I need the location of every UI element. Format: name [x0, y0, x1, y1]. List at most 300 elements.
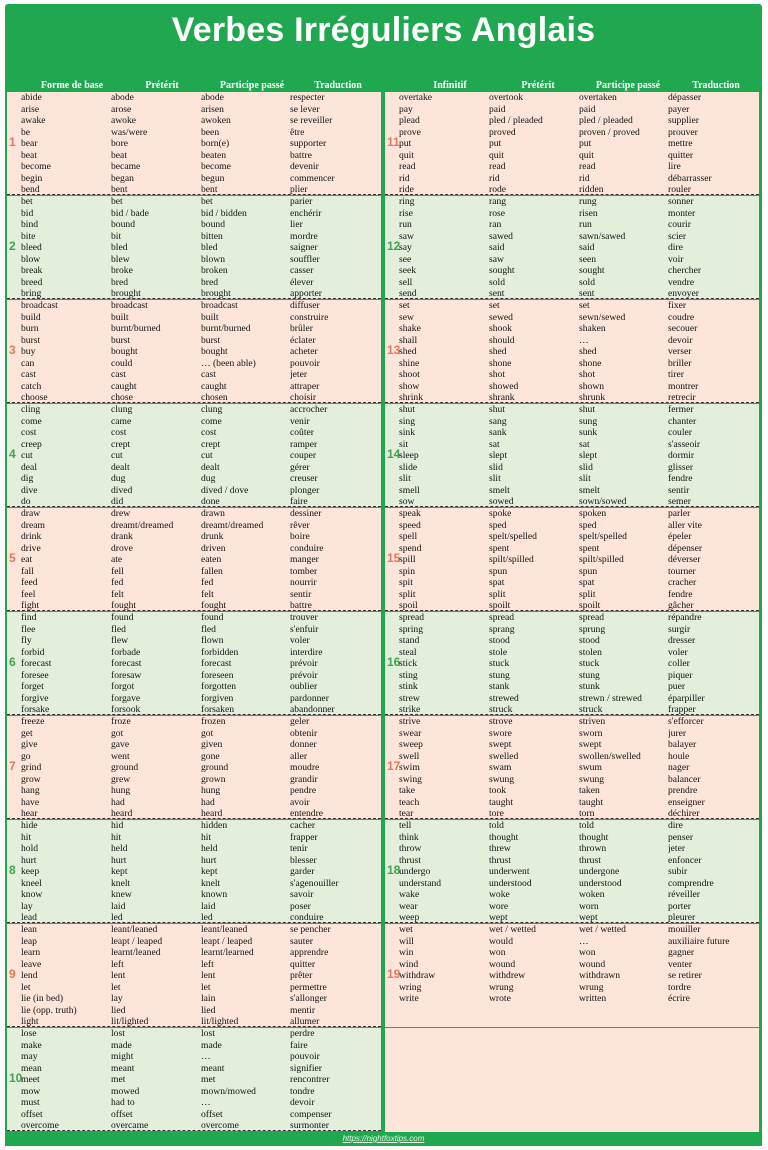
verb-row [385, 92, 759, 104]
verb-translation: pendre [290, 785, 317, 797]
group-number: 7 [9, 759, 16, 773]
verb-past-participle: offset [201, 1108, 223, 1120]
verb-row [7, 161, 381, 173]
verb-translation: coûter [290, 427, 314, 439]
verb-translation: entendre [290, 808, 324, 819]
verb-preterit: went [111, 750, 130, 762]
verb-past-participle: dreamt/dreamed [201, 519, 264, 531]
verb-translation: souffler [290, 253, 320, 265]
verb-preterit: put [489, 138, 502, 150]
verb-row [7, 1016, 381, 1027]
verb-preterit: slept [489, 450, 508, 462]
verb-past-participle: hit [201, 831, 212, 843]
verb-base-form: can [21, 357, 35, 369]
verb-base-form: know [21, 889, 43, 901]
verb-row [385, 277, 759, 289]
verb-preterit: rode [489, 184, 507, 195]
verb-row [7, 624, 381, 636]
verb-translation: balancer [668, 773, 701, 785]
verb-past-participle: brought [201, 288, 231, 299]
verb-past-participle: … [201, 1051, 211, 1063]
verb-translation: tenir [290, 843, 308, 855]
verb-past-participle: woken [579, 889, 605, 901]
verb-base-form: creep [21, 438, 42, 450]
verb-row [7, 1086, 381, 1098]
verb-base-form: wet [399, 924, 413, 935]
group-number: 16 [387, 655, 401, 669]
verb-row [7, 566, 381, 578]
verb-preterit: should [489, 334, 515, 346]
group-number: 11 [387, 135, 400, 149]
verb-translation: devoir [290, 1097, 315, 1109]
verb-row [385, 520, 759, 532]
verb-base-form: sow [399, 496, 415, 507]
verb-base-form: burn [21, 323, 39, 335]
verb-base-form: forecast [21, 658, 52, 670]
verb-preterit: mowed [111, 1085, 140, 1097]
verb-past-participle: sung [579, 415, 598, 427]
verb-translation: scier [668, 230, 687, 242]
verb-translation: auxiliaire future [668, 935, 730, 947]
verb-row [385, 427, 759, 439]
verb-base-form: hit [21, 831, 32, 843]
verb-preterit: bred [111, 276, 129, 288]
verb-translation: se retirer [668, 970, 702, 982]
group-number: 8 [9, 863, 16, 877]
verb-preterit: sprang [489, 623, 515, 635]
verb-preterit: did [111, 496, 124, 507]
verb-base-form: steal [399, 646, 417, 658]
verb-base-form: awake [21, 115, 46, 127]
verb-translation: construire [290, 311, 329, 323]
verb-base-form: sting [399, 669, 418, 681]
verb-group [7, 404, 381, 507]
verb-translation: commencer [290, 172, 335, 184]
verb-base-form: seek [399, 265, 417, 277]
verb-base-form: weep [399, 912, 420, 923]
verb-row [385, 554, 759, 566]
verb-row [7, 612, 381, 624]
verb-past-participle: chosen [201, 392, 228, 403]
verb-preterit: threw [489, 843, 511, 855]
verb-group [7, 820, 381, 923]
verb-preterit: sang [489, 415, 507, 427]
verb-translation: saigner [290, 242, 318, 254]
verb-preterit: swam [489, 762, 512, 774]
verb-past-participle: sent [579, 288, 595, 299]
verb-base-form: hold [21, 843, 39, 855]
verb-past-participle: rid [579, 172, 590, 184]
verb-preterit: wrote [489, 993, 511, 1005]
verb-past-participle: hung [201, 785, 221, 797]
verb-translation: quitter [668, 149, 694, 161]
verb-row [7, 208, 381, 220]
verb-row [7, 924, 381, 936]
verb-past-participle: spent [579, 542, 600, 554]
verb-preterit: strove [489, 716, 513, 727]
verb-row [385, 936, 759, 948]
verb-row [7, 635, 381, 647]
verb-row [385, 600, 759, 611]
verb-base-form: cost [21, 427, 37, 439]
verb-row [7, 369, 381, 381]
verb-base-form: let [21, 981, 31, 993]
verb-base-form: overcome [21, 1120, 59, 1131]
verb-base-form: speak [399, 508, 421, 519]
verb-past-participle: forecast [201, 658, 232, 670]
verb-row [385, 889, 759, 901]
verb-translation: pleurer [668, 912, 696, 923]
verb-translation: voler [668, 646, 688, 658]
verb-base-form: overtake [399, 92, 433, 103]
verb-translation: dire [668, 820, 683, 831]
verb-preterit: sold [489, 276, 505, 288]
verb-row [7, 496, 381, 507]
verb-row [385, 381, 759, 393]
verb-past-participle: undergone [579, 866, 620, 878]
verb-past-participle: broken [201, 265, 228, 277]
verb-base-form: leave [21, 958, 42, 970]
verb-base-form: spin [399, 565, 415, 577]
verb-row [7, 970, 381, 982]
verb-past-participle: sprung [579, 623, 606, 635]
verb-row [7, 242, 381, 254]
verb-preterit: sank [489, 427, 507, 439]
verb-preterit: sowed [489, 496, 514, 507]
verb-row [7, 508, 381, 520]
verb-row [7, 670, 381, 682]
verb-past-participle: lit/lighted [201, 1016, 239, 1027]
verb-translation: apprendre [290, 947, 329, 959]
verb-past-participle: made [201, 1039, 222, 1051]
group-number: 4 [9, 447, 16, 461]
verb-preterit: paid [489, 103, 506, 115]
verb-row [7, 947, 381, 959]
verb-base-form: shrink [399, 392, 423, 403]
verb-row [7, 901, 381, 913]
verb-preterit: withdrew [489, 970, 526, 982]
verb-row [385, 901, 759, 913]
verb-past-participle: withdrawn [579, 970, 621, 982]
verb-translation: apporter [290, 288, 322, 299]
verb-base-form: pay [399, 103, 413, 115]
verb-translation: battre [290, 149, 312, 161]
verb-past-participle: laid [201, 900, 216, 912]
verb-base-form: freeze [21, 716, 45, 727]
verb-preterit: saw [489, 253, 504, 265]
verb-preterit: stuck [489, 658, 510, 670]
verb-row [7, 104, 381, 116]
verb-base-form: wring [399, 981, 422, 993]
verb-past-participle: spun [579, 565, 598, 577]
verb-past-participle: forsaken [201, 704, 235, 715]
verb-translation: répandre [668, 612, 702, 623]
verb-preterit: shot [489, 369, 505, 381]
verb-past-participle: … (been able) [201, 357, 256, 369]
verb-past-participle: striven [579, 716, 606, 727]
verb-row [7, 716, 381, 728]
verb-row [385, 161, 759, 173]
verb-past-participle: spread [579, 612, 605, 623]
verb-past-participle: quit [579, 149, 594, 161]
footer-link[interactable]: https://nightfoxtips.com [5, 1132, 762, 1146]
verb-preterit: shrank [489, 392, 515, 403]
verb-translation: choisir [290, 392, 317, 403]
verb-preterit: thrust [489, 854, 511, 866]
verb-past-participle: said [579, 242, 595, 254]
verb-translation: avoir [290, 796, 310, 808]
verb-past-participle: won [579, 947, 596, 959]
verb-past-participle: known [201, 889, 228, 901]
verb-past-participle: shot [579, 369, 595, 381]
verb-row [385, 543, 759, 555]
verb-translation: houle [668, 750, 690, 762]
empty-panel [385, 1028, 759, 1132]
verb-past-participle: stuck [579, 658, 600, 670]
verb-translation: gâcher [668, 600, 694, 611]
verb-base-form: split [399, 588, 416, 600]
verb-row [385, 404, 759, 416]
verb-group [7, 92, 381, 195]
verb-row [385, 647, 759, 659]
verb-past-participle: slid [579, 461, 593, 473]
verb-base-form: lead [21, 912, 37, 923]
verb-base-form: learn [21, 947, 41, 959]
verb-past-participle: eaten [201, 554, 222, 566]
verb-translation: enseigner [668, 796, 705, 808]
verb-preterit: leant/leaned [111, 924, 158, 935]
verb-translation: débarrasser [668, 172, 712, 184]
verb-base-form: drive [21, 542, 41, 554]
verb-row [385, 751, 759, 763]
verb-translation: fixer [668, 300, 687, 311]
verb-group [7, 196, 381, 299]
verb-base-form: buy [21, 346, 36, 358]
verb-preterit: leapt / leaped [111, 935, 163, 947]
verb-preterit: swung [489, 773, 515, 785]
verb-past-participle: had [201, 796, 215, 808]
verb-past-participle: given [201, 739, 223, 751]
verb-preterit: underwent [489, 866, 530, 878]
verb-preterit: rose [489, 207, 505, 219]
verb-translation: chanter [668, 415, 697, 427]
verb-translation: porter [668, 900, 691, 912]
verb-base-form: will [399, 935, 414, 947]
verb-translation: penser [668, 831, 694, 843]
verb-preterit: forgot [111, 681, 135, 693]
verb-past-participle: forgotten [201, 681, 236, 693]
verb-base-form: quit [399, 149, 414, 161]
verb-row [385, 312, 759, 324]
verb-row [385, 577, 759, 589]
verb-translation: payer [668, 103, 690, 115]
verb-base-form: put [399, 138, 412, 150]
verb-translation: obtenir [290, 727, 318, 739]
verb-translation: rencontrer [290, 1074, 330, 1086]
verb-base-form: meet [21, 1074, 40, 1086]
verb-base-form: wind [399, 958, 419, 970]
verb-translation: déverser [668, 554, 701, 566]
verb-base-form: withdraw [399, 970, 436, 982]
verb-base-form: build [21, 311, 41, 323]
verb-row [385, 589, 759, 601]
verb-preterit: fell [111, 565, 124, 577]
verb-base-form: throw [399, 843, 422, 855]
verb-group [385, 508, 759, 611]
verb-base-form: keep [21, 866, 40, 878]
verb-base-form: stink [399, 681, 418, 693]
verb-preterit: strewed [489, 692, 519, 704]
verb-past-participle: drawn [201, 508, 225, 519]
verb-translation: couper [290, 450, 317, 462]
verb-translation: s'enfuir [290, 623, 319, 635]
verb-preterit: got [111, 727, 124, 739]
verb-preterit: let [111, 981, 121, 993]
verb-base-form: be [21, 126, 31, 138]
verb-preterit: sawed [489, 230, 513, 242]
verb-row [385, 173, 759, 185]
verb-past-participle: become [201, 161, 231, 173]
verb-past-participle: swum [579, 762, 602, 774]
verb-base-form: foresee [21, 669, 49, 681]
verb-base-form: dive [21, 484, 38, 496]
group-number: 2 [9, 239, 16, 253]
verb-group [385, 820, 759, 923]
verb-past-participle: sped [579, 519, 597, 531]
verb-translation: chercher [668, 265, 702, 277]
verb-base-form: read [399, 161, 416, 173]
verb-preterit: rang [489, 196, 507, 207]
verb-base-form: beat [21, 149, 37, 161]
verb-row [7, 855, 381, 867]
verb-past-participle: stolen [579, 646, 602, 658]
verb-row [7, 231, 381, 243]
verb-translation: cacher [290, 820, 316, 831]
verb-translation: tordre [668, 981, 691, 993]
verb-preterit: held [111, 843, 128, 855]
verb-base-form: do [21, 496, 31, 507]
verb-group [385, 196, 759, 299]
verb-group [385, 300, 759, 403]
verb-row [7, 797, 381, 809]
verb-preterit: burst [111, 334, 131, 346]
verb-base-form: lend [21, 970, 38, 982]
verb-past-participle: caught [201, 380, 227, 392]
verb-translation: ramper [290, 438, 318, 450]
verb-row [7, 577, 381, 589]
group-number: 13 [387, 343, 401, 357]
page-title: Verbes Irréguliers Anglais [5, 4, 762, 80]
verb-row [385, 323, 759, 335]
verb-preterit: bet [111, 196, 123, 207]
verb-base-form: shall [399, 334, 418, 346]
verb-base-form: show [399, 380, 420, 392]
verb-preterit: left [111, 958, 124, 970]
verb-preterit: smelt [489, 484, 510, 496]
verb-row [7, 254, 381, 266]
verb-preterit: pled / pleaded [489, 115, 543, 127]
verb-base-form: saw [399, 230, 414, 242]
verb-past-participle: sought [579, 265, 605, 277]
verb-base-form: flee [21, 623, 36, 635]
verb-row [385, 242, 759, 254]
verb-base-form: mow [21, 1085, 41, 1097]
verb-row [7, 288, 381, 299]
verb-row [385, 358, 759, 370]
verb-past-participle: split [579, 588, 596, 600]
verb-translation: sonner [668, 196, 694, 207]
verb-past-participle: lost [201, 1028, 215, 1039]
verb-base-form: slide [399, 461, 418, 473]
verb-translation: supplier [668, 115, 699, 127]
verb-preterit: was/were [111, 126, 148, 138]
verb-preterit: met [111, 1074, 126, 1086]
verb-base-form: spring [399, 623, 423, 635]
verb-preterit: caught [111, 380, 137, 392]
verb-base-form: broadcast [21, 300, 58, 311]
verb-translation: montrer [668, 380, 699, 392]
verb-translation: trouver [290, 612, 318, 623]
verb-preterit: spread [489, 612, 515, 623]
verb-translation: nourrir [290, 577, 317, 589]
verb-base-form: sell [399, 276, 413, 288]
verb-translation: coller [668, 658, 690, 670]
verb-row [7, 774, 381, 786]
verb-past-participle: abode [201, 92, 224, 103]
verb-past-participle: slit [579, 473, 591, 485]
verb-past-participle: shed [579, 346, 597, 358]
verb-base-form: forget [21, 681, 44, 693]
verb-past-participle: born(e) [201, 138, 230, 150]
verb-base-form: write [399, 993, 419, 1005]
verb-past-participle: forgiven [201, 692, 234, 704]
verb-row [7, 450, 381, 462]
verb-row [7, 554, 381, 566]
verb-translation: prouver [668, 126, 698, 138]
verb-translation: venter [668, 958, 692, 970]
verb-past-participle: drunk [201, 531, 224, 543]
verb-row [385, 855, 759, 867]
verb-past-participle: taught [579, 796, 603, 808]
verb-translation: cracher [668, 577, 697, 589]
verb-base-form: hear [21, 808, 38, 819]
verb-translation: épeler [668, 531, 692, 543]
verb-preterit: cast [111, 369, 126, 381]
verb-row [7, 993, 381, 1005]
group-number: 3 [9, 343, 16, 357]
verb-translation: réveiller [668, 889, 700, 901]
verb-translation: parler [668, 508, 691, 519]
verb-row [385, 462, 759, 474]
verb-group [385, 612, 759, 715]
verb-base-form: bite [21, 230, 36, 242]
verb-row [7, 785, 381, 797]
verb-translation: voir [668, 253, 684, 265]
verb-row [7, 1028, 381, 1040]
verb-past-participle: leant/leaned [201, 924, 248, 935]
verb-preterit: forbade [111, 646, 141, 658]
verb-base-form: forsake [21, 704, 50, 715]
verb-past-participle: foreseen [201, 669, 234, 681]
group-number: 14 [387, 447, 401, 461]
verb-preterit: knelt [111, 877, 131, 889]
verb-base-form: think [399, 831, 419, 843]
verb-past-participle: let [201, 981, 211, 993]
verb-preterit: sent [489, 288, 505, 299]
verb-preterit: sewed [489, 311, 513, 323]
verb-base-form: sweep [399, 739, 423, 751]
verb-translation: conduire [290, 542, 324, 554]
